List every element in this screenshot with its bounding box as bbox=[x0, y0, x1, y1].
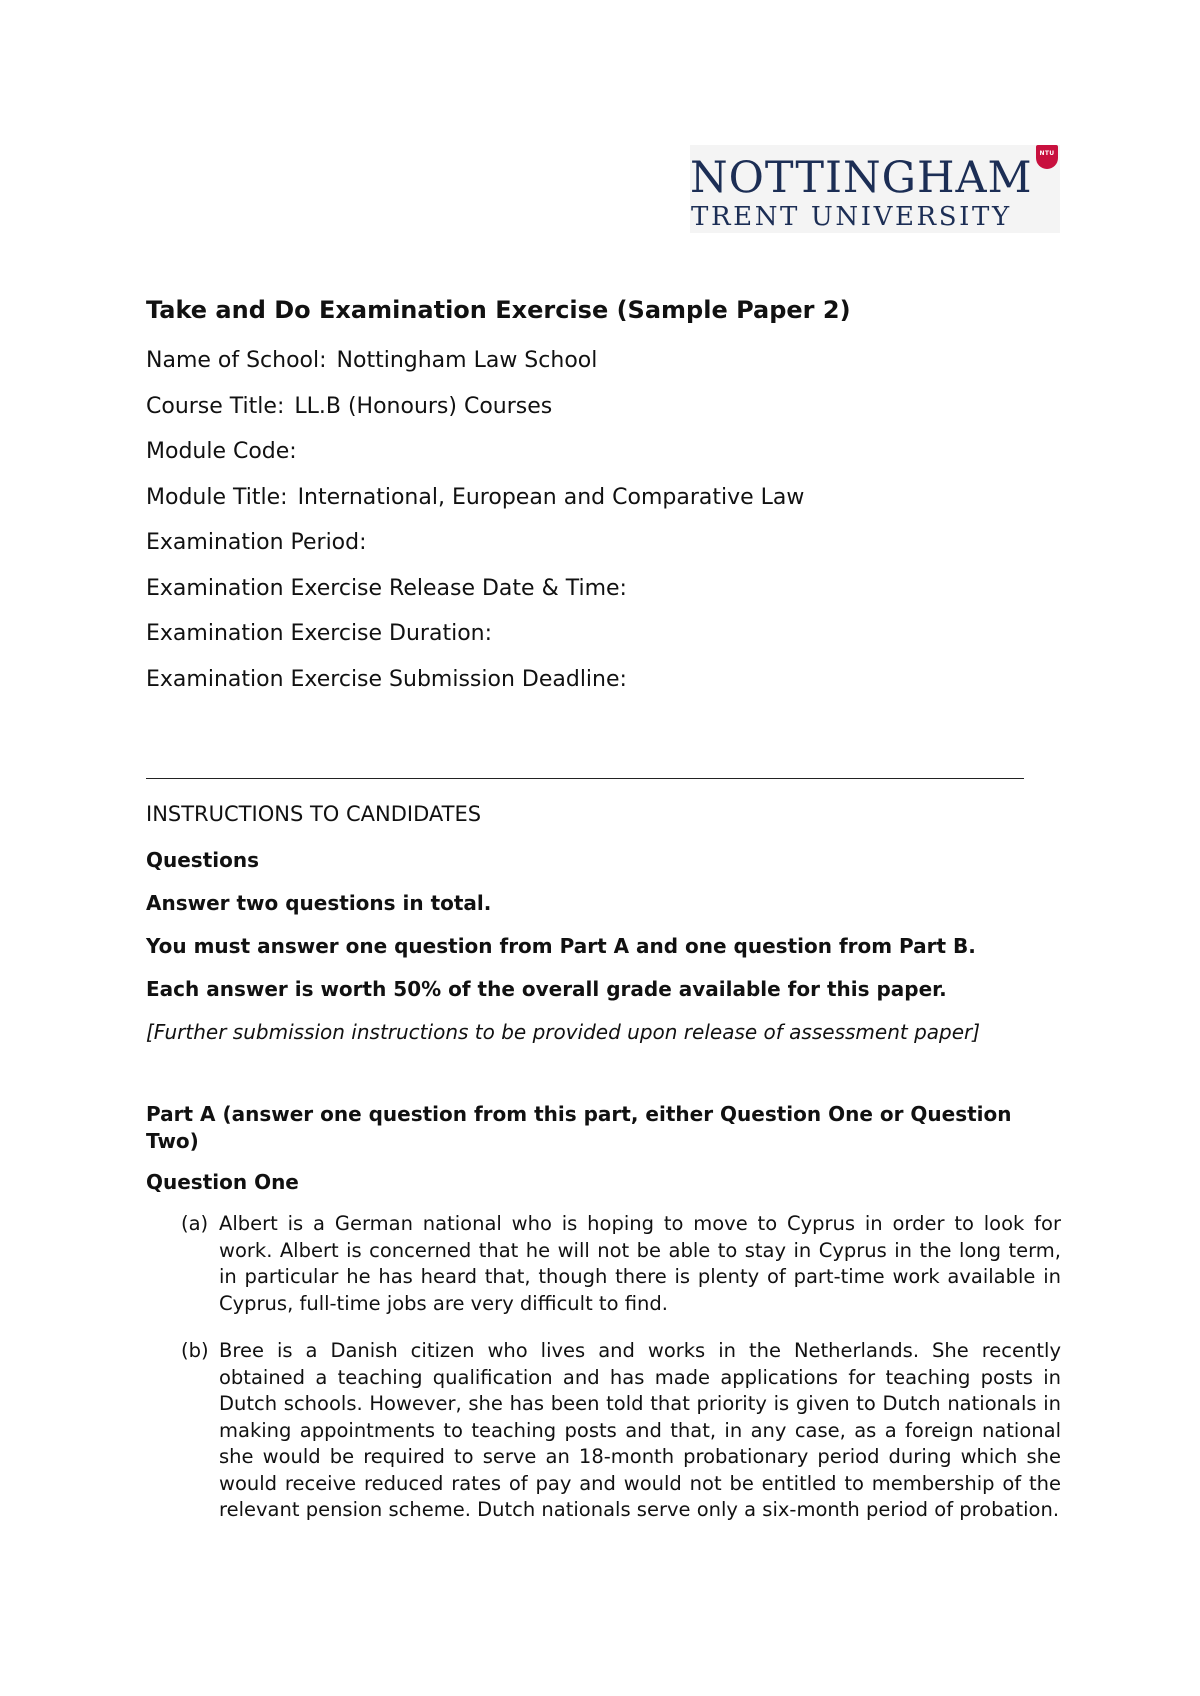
meta-submission-deadline bbox=[146, 667, 637, 692]
university-logo bbox=[690, 145, 1060, 233]
meta-value: International, European and Comparative Law bbox=[297, 485, 805, 510]
meta-label: Course Title: bbox=[146, 394, 285, 419]
meta-label: Name of School: bbox=[146, 348, 327, 373]
instruction-line-1: Answer two questions in total. bbox=[146, 891, 492, 915]
meta-school bbox=[146, 348, 597, 373]
instructions-heading: INSTRUCTIONS TO CANDIDATES bbox=[146, 802, 482, 826]
item-text: Albert is a German national who is hoping to move to Cyprus in order to look for work. Albert is concerned that he will not be able to stay in Cyprus in the long term, in particular he has heard that, though there is plenty of part-time work available in Cyprus, full-time jobs are very difficult to find. bbox=[219, 1212, 1061, 1315]
question-item-a bbox=[181, 1211, 1061, 1317]
item-marker: (b) bbox=[181, 1339, 209, 1362]
meta-course-title bbox=[146, 394, 552, 419]
meta-label: Examination Exercise Submission Deadline: bbox=[146, 667, 627, 692]
meta-label: Module Code: bbox=[146, 439, 297, 464]
item-marker: (a) bbox=[181, 1212, 209, 1235]
meta-exam-period bbox=[146, 530, 377, 555]
logo-line-2: TRENT UNIVERSITY bbox=[691, 202, 1012, 232]
document-title: Take and Do Examination Exercise (Sample Paper 2) bbox=[146, 296, 851, 324]
logo-line-1: NOTTINGHAM bbox=[690, 153, 1033, 203]
meta-value: LL.B (Honours) Courses bbox=[294, 394, 553, 419]
ntu-badge-icon: NTU bbox=[1036, 145, 1058, 169]
meta-value: Nottingham Law School bbox=[336, 348, 598, 373]
meta-label: Examination Exercise Duration: bbox=[146, 621, 493, 646]
submission-note: [Further submission instructions to be provided upon release of assessment paper] bbox=[146, 1020, 981, 1044]
meta-module-title bbox=[146, 485, 804, 510]
meta-release-date bbox=[146, 576, 637, 601]
meta-label: Module Title: bbox=[146, 485, 288, 510]
instruction-line-2: You must answer one question from Part A and one question from Part B. bbox=[146, 934, 976, 958]
meta-label: Examination Period: bbox=[146, 530, 367, 555]
instruction-line-3: Each answer is worth 50% of the overall grade available for this paper. bbox=[146, 977, 947, 1001]
question-one-title: Question One bbox=[146, 1170, 299, 1194]
item-text: Bree is a Danish citizen who lives and works in the Netherlands. She recently obtained a teaching qualification and has made applications for teaching posts in Dutch schools. However, she has been told that priority is given to Dutch nationals in making appointments to teaching posts and that, in any case, as a foreign national she would be required to serve an 18-month probationary period during which she would receive reduced rates of pay and would not be entitled to membership of the relevant pension scheme. Dutch nationals serve only a six-month period of probation. bbox=[219, 1339, 1061, 1521]
part-a-heading: Part A (answer one question from this part, either Question One or Question Two) bbox=[146, 1102, 1012, 1153]
meta-module-code bbox=[146, 439, 307, 464]
meta-duration bbox=[146, 621, 502, 646]
questions-label: Questions bbox=[146, 848, 260, 872]
section-divider bbox=[146, 778, 1024, 779]
meta-label: Examination Exercise Release Date & Time: bbox=[146, 576, 627, 601]
question-item-b bbox=[181, 1338, 1061, 1524]
